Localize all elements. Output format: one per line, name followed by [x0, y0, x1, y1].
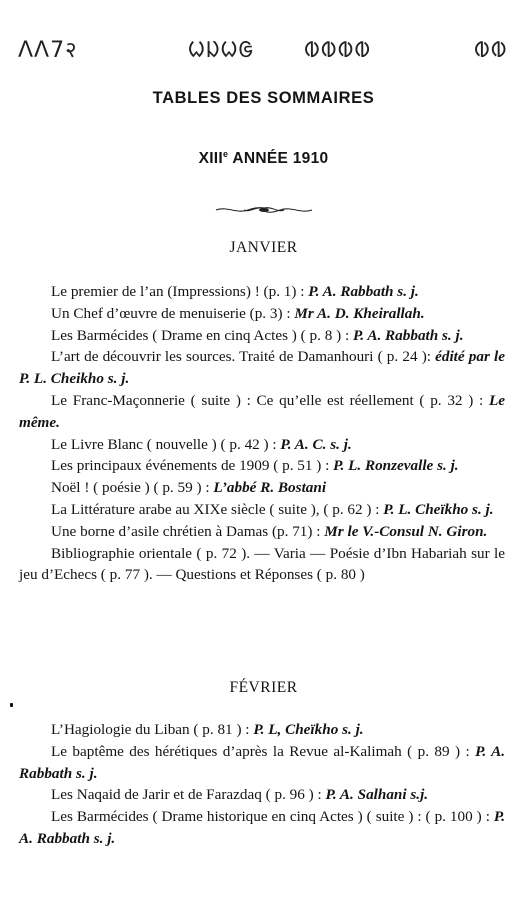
entry-title: L’art de découvrir les sources. Traité de Damanhouri ( p. 24 ): — [51, 348, 436, 366]
toc-entry — [19, 499, 505, 521]
handwritten-annotation: ΛΛ7२ — [18, 38, 78, 63]
entry-author: P. A. Rabbath s. j. — [352, 326, 464, 344]
entry-author: Mr le V.-Consul N. Giron. — [324, 522, 488, 540]
february-entries — [19, 719, 505, 850]
entry-title: Les principaux événements de 1909 ( p. 51 ) : — [51, 457, 334, 475]
month-heading-january: JANVIER — [229, 239, 298, 256]
toc-entry — [19, 719, 505, 741]
toc-entry — [19, 434, 505, 456]
year-superscript: e — [223, 149, 229, 159]
entry-author: P. L, Cheïkho s. j. — [253, 721, 364, 738]
entry-title: Une borne d’asile chrétien à Damas (p. 71) : — [51, 522, 325, 540]
month-heading-february: FÉVRIER — [229, 679, 298, 696]
entry-title: Le Livre Blanc ( nouvelle ) ( p. 42 ) : — [51, 435, 281, 453]
entry-title: L’Hagiologie du Liban ( p. 81 ) : — [51, 721, 254, 738]
entry-title: La Littérature arabe au XIXe siècle ( suite ), ( p. 62 ) : — [51, 500, 384, 518]
entry-author: Mr A. D. Kheirallah. — [294, 304, 425, 322]
entry-title: Les Naqaid de Jarir et de Farazdaq ( p. 96 ) : — [51, 786, 326, 804]
entry-author: P. A. Rabbath s. j. — [19, 808, 505, 847]
toc-entry — [19, 741, 505, 785]
january-entries — [19, 281, 505, 586]
entry-title: Un Chef d’œuvre de menuiserie (p. 3) : — [51, 304, 295, 322]
toc-entry — [19, 521, 505, 543]
toc-entry — [19, 455, 505, 477]
toc-entry — [19, 477, 505, 499]
entry-title: Le Franc-Maçonnerie ( suite ) : Ce qu’elle est réellement ( p. 32 ) : — [51, 391, 489, 409]
entry-author: L’abbé R. Bostani — [213, 479, 327, 497]
entry-title: Le baptême des hérétiques d’après la Revue al-Kalimah ( p. 89 ) : — [51, 742, 476, 760]
entry-title: Les Barmécides ( Drame historique en cinq Actes ) ( suite ) : ( p. 100 ) : — [51, 808, 494, 826]
toc-entry — [19, 346, 505, 390]
entry-title: Noël ! ( poésie ) ( p. 59 ) : — [51, 479, 214, 497]
toc-entry — [19, 281, 505, 303]
entry-author: édité par le P. L. Cheikho s. j. — [19, 348, 505, 388]
entry-author: P. L. Ronzevalle s. j. — [333, 457, 459, 475]
handwritten-annotation: ᱵᱵᱵᱵ — [304, 38, 372, 63]
toc-entry — [19, 325, 505, 347]
entry-title: Les Barmécides ( Drame en cinq Actes ) ( p. 8 ) : — [51, 326, 353, 344]
year-text: ANNÉE 1910 — [228, 150, 329, 168]
toc-entry — [19, 543, 505, 587]
year-heading — [0, 149, 527, 168]
entry-author: P. L. Cheïkho s. j. — [383, 500, 494, 518]
toc-entry — [19, 390, 505, 434]
entry-author: Le même. — [19, 391, 505, 431]
page-title: TABLES DES SOMMAIRES — [152, 89, 375, 107]
entry-author: P. A. Rabbath s. j. — [308, 283, 419, 300]
entry-author: P. A. Rabbath s. j. — [19, 742, 505, 782]
ornament-divider — [214, 204, 314, 216]
entry-author: P. A. C. s. j. — [280, 435, 352, 453]
toc-entry — [19, 806, 505, 850]
handwritten-annotation: ᱵᱵ — [474, 38, 508, 63]
entry-title: Bibliographie orientale ( p. 72 ). — Varia — Poésie d’Ibn Habariah sur le jeu d’Echecs ( p. 77 ). — Questions et Réponses ( p. 80 ) — [19, 544, 505, 584]
ink-speck — [10, 703, 13, 707]
toc-entry — [19, 303, 505, 325]
entry-author: P. A. Salhani s.j. — [325, 786, 429, 804]
handwritten-annotation: ᱦᱡᱦᱜ — [188, 38, 255, 63]
year-numeral: XIII — [198, 150, 224, 168]
entry-title: Le premier de l’an (Impressions) ! (p. 1) : — [51, 283, 309, 300]
toc-entry — [19, 784, 505, 806]
